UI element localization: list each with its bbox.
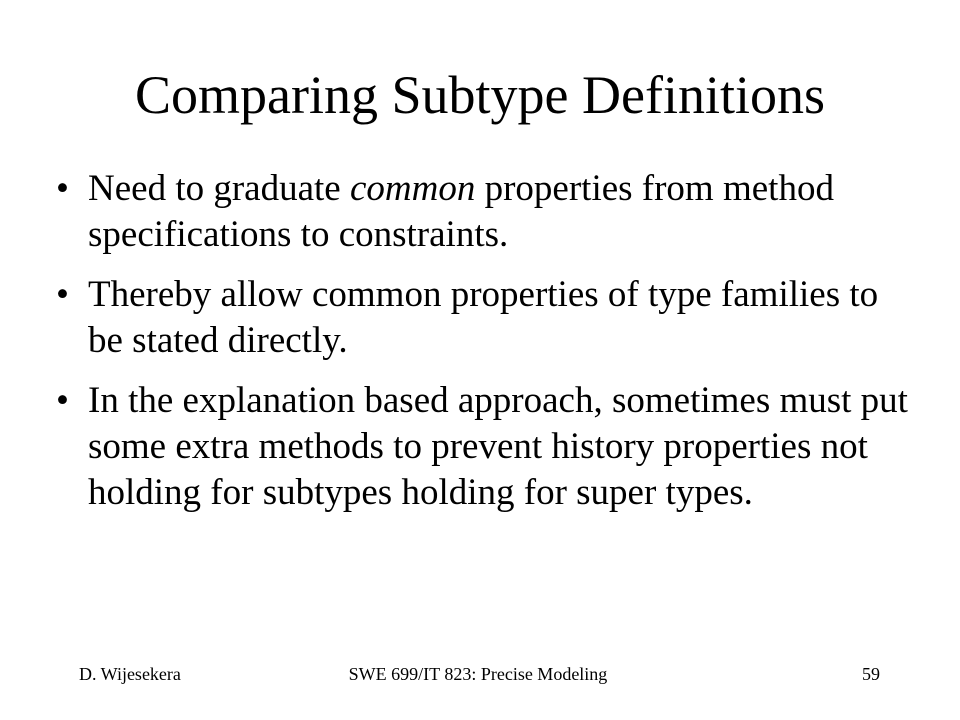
slide-title: Comparing Subtype Definitions [135,65,825,125]
bullet-text-before: Need to graduate [88,168,350,209]
bullet-item [56,166,916,258]
bullet-text: Thereby allow common properties of type families to be stated directly. [88,274,879,361]
bullet-icon: • [56,168,69,209]
bullet-item [56,272,916,364]
bullet-text-after: properties from method specifications to constraints. [88,168,834,255]
bullet-text-emphasis: common [349,168,476,209]
footer-author: D. Wijesekera [79,664,181,684]
bullet-list [56,166,916,530]
bullet-icon: • [56,274,69,315]
bullet-icon: • [56,380,69,421]
bullet-item [56,378,916,516]
footer-page-number: 59 [862,664,880,684]
footer-course: SWE 699/IT 823: Precise Modeling [348,664,608,684]
bullet-text: In the explanation based approach, sometimes must put some extra methods to prevent history properties not holding for subtypes holding for super types. [88,380,908,513]
